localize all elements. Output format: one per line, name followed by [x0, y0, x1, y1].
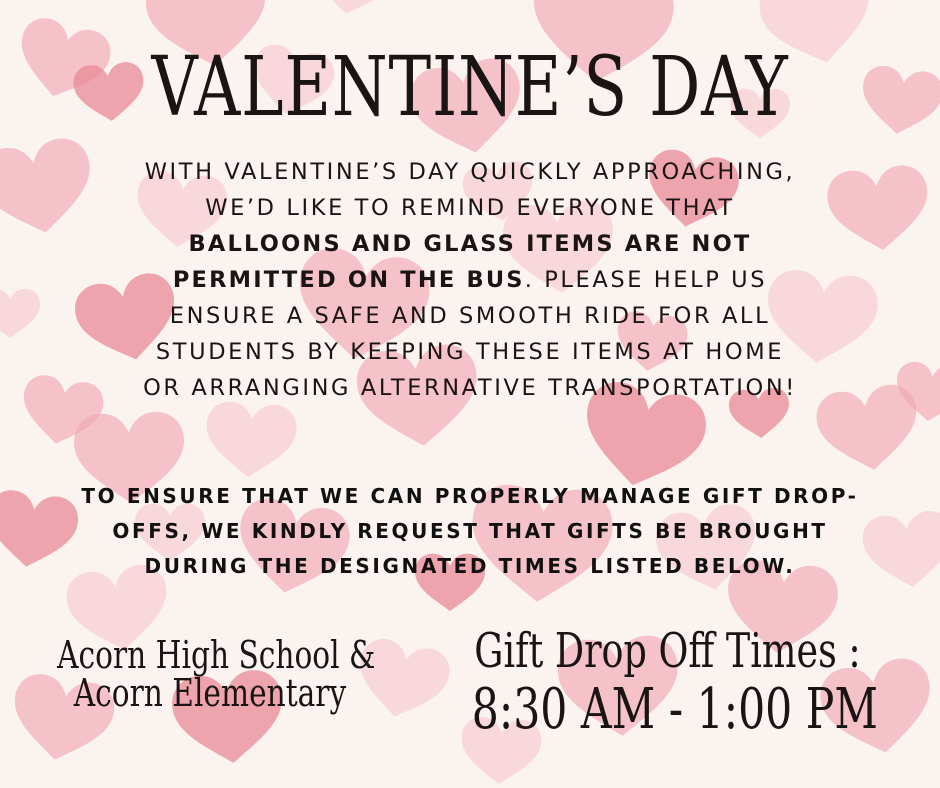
notice-bold-text: BALLOONS AND GLASS ITEMS ARE NOT [188, 231, 752, 257]
school-names [14, 633, 406, 715]
school-name-line: Acorn High School & [57, 633, 376, 677]
gift-notice-line: TO ENSURE THAT WE CAN PROPERLY MANAGE GIFT DROP- [81, 484, 859, 508]
gift-dropoff-notice [20, 479, 920, 584]
notice-line: WE’D LIKE TO REMIND EVERYONE THAT [205, 195, 735, 221]
page-title: VALENTINE’S DAY [151, 40, 789, 135]
notice-line [40, 226, 900, 262]
bus-policy-notice [40, 154, 900, 406]
notice-text: . PLEASE HELP US [524, 267, 768, 293]
notice-line: WITH VALENTINE’S DAY QUICKLY APPROACHING, [144, 159, 796, 185]
notice-bold-text: PERMITTED ON THE BUS [172, 267, 525, 293]
drop-off-heading: Gift Drop Off Times : [474, 623, 861, 679]
notice-line [40, 262, 900, 298]
gift-notice-line: DURING THE DESIGNATED TIMES LISTED BELOW. [144, 554, 796, 578]
gift-notice-line: OFFS, WE KINDLY REQUEST THAT GIFTS BE BROUGHT [112, 519, 828, 543]
school-name-line: Acorn Elementary [73, 671, 347, 715]
notice-line: OR ARRANGING ALTERNATIVE TRANSPORTATION! [143, 375, 797, 401]
notice-line: STUDENTS BY KEEPING THESE ITEMS AT HOME [155, 339, 785, 365]
notice-line: ENSURE A SAFE AND SMOOTH RIDE FOR ALL [169, 303, 771, 329]
drop-off-time: 8:30 AM - 1:00 PM [471, 677, 878, 742]
drop-off-times [410, 624, 925, 742]
